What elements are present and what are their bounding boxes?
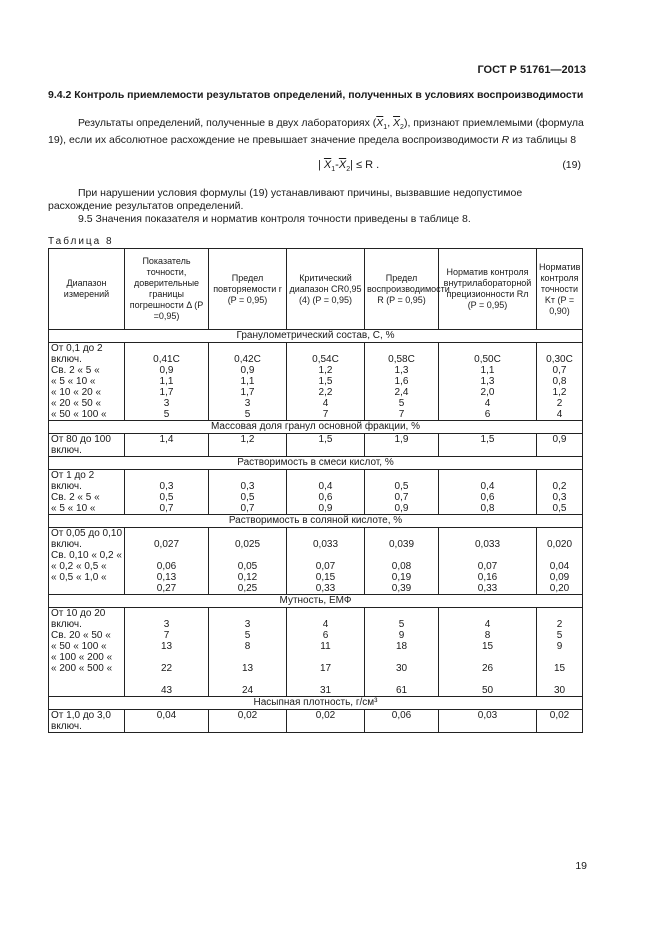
value-cell: 1,9	[365, 434, 439, 457]
formula-number: (19)	[562, 159, 581, 171]
value-cell: 1,2	[209, 434, 287, 457]
value-cell: 0,4 0,6 0,8	[439, 470, 537, 515]
value-cell: 0,9	[537, 434, 583, 457]
value-cell: 0,033 0,07 0,15 0,33	[287, 528, 365, 595]
section-row	[49, 330, 583, 343]
range-cell: От 1 до 2 включ. Св. 2 « 5 « « 5 « 10 «	[49, 470, 125, 515]
page-number: 19	[575, 860, 587, 872]
header-accuracy: Показатель точности, доверительные границы погрешности Δ (P =0,95)	[125, 249, 209, 330]
header-reproducibility: Предел воспроизводимости R (P = 0,95)	[365, 249, 439, 330]
range-cell: От 80 до 100 включ.	[49, 434, 125, 457]
value-cell: 0,02	[209, 710, 287, 733]
paragraph-table-reference: 9.5 Значения показателя и норматив контроля точности приведены в таблице 8.	[78, 213, 471, 225]
paragraph-violation: При нарушении условия формулы (19) устанавливают причины, вызвавшие недопустимое расхождение результатов определений.	[48, 187, 523, 212]
header-critical-range: Критический диапазон CR0,95 (4) (P = 0,95)	[287, 249, 365, 330]
value-cell: 0,020 0,04 0,09 0,20	[537, 528, 583, 595]
table-row	[49, 434, 583, 457]
value-cell: 0,04	[125, 710, 209, 733]
value-cell: 0,4 0,6 0,9	[287, 470, 365, 515]
range-cell: От 0,05 до 0,10 включ. Св. 0,10 « 0,2 « « 0,2 « 0,5 « « 0,5 « 1,0 «	[49, 528, 125, 595]
range-cell: От 10 до 20 включ. Св. 20 « 50 « « 50 « 100 « « 100 « 200 « « 200 « 500 «	[49, 608, 125, 697]
precision-table	[48, 248, 583, 733]
value-cell: 5 9 18 30 61	[365, 608, 439, 697]
section-row	[49, 515, 583, 528]
value-cell: 0,58С 1,3 1,6 2,4 5 7	[365, 343, 439, 421]
value-cell: 0,42С 0,9 1,1 1,7 3 5	[209, 343, 287, 421]
header-range: Диапазон измерений	[49, 249, 125, 330]
value-cell: 0,027 0,06 0,13 0,27	[125, 528, 209, 595]
value-cell: 0,033 0,07 0,16 0,33	[439, 528, 537, 595]
header-accuracy-control: Норматив контроля точности Kт (P = 0,90)	[537, 249, 583, 330]
table-row	[49, 608, 583, 697]
value-cell: 4 8 15 26 50	[439, 608, 537, 697]
value-cell: 0,039 0,08 0,19 0,39	[365, 528, 439, 595]
value-cell: 3 7 13 22 43	[125, 608, 209, 697]
table-caption: Таблица 8	[48, 236, 114, 247]
section-title: Мутность, ЕМФ	[49, 595, 583, 608]
section-title: Массовая доля гранул основной фракции, %	[49, 421, 583, 434]
value-cell: 0,02	[287, 710, 365, 733]
value-cell: 0,54С 1,2 1,5 2,2 4 7	[287, 343, 365, 421]
value-cell: 0,5 0,7 0,9	[365, 470, 439, 515]
value-cell: 3 5 8 13 24	[209, 608, 287, 697]
section-heading: 9.4.2 Контроль приемлемости результатов определений, полученных в условиях воспроизводимости	[48, 89, 584, 101]
section-row	[49, 595, 583, 608]
value-cell: 0,41С 0,9 1,1 1,7 3 5	[125, 343, 209, 421]
section-title: Растворимость в смеси кислот, %	[49, 457, 583, 470]
value-cell: 0,30С 0,7 0,8 1,2 2 4	[537, 343, 583, 421]
section-row	[49, 421, 583, 434]
range-cell: От 1,0 до 3,0 включ.	[49, 710, 125, 733]
header-intralab-precision: Норматив контроля внутрилабораторной прецизионности Rл (P = 0,95)	[439, 249, 537, 330]
value-cell: 0,50С 1,1 1,3 2,0 4 6	[439, 343, 537, 421]
section-row	[49, 697, 583, 710]
value-cell: 2 5 9 15 30	[537, 608, 583, 697]
value-cell: 0,06	[365, 710, 439, 733]
value-cell: 1,5	[287, 434, 365, 457]
standard-code: ГОСТ Р 51761—2013	[477, 64, 586, 76]
range-cell: От 0,1 до 2 включ. Св. 2 « 5 « « 5 « 10 « « 10 « 20 « « 20 « 50 « « 50 « 100 «	[49, 343, 125, 421]
value-cell: 0,3 0,5 0,7	[209, 470, 287, 515]
section-row	[49, 457, 583, 470]
value-cell: 1,5	[439, 434, 537, 457]
value-cell: 0,03	[439, 710, 537, 733]
formula-19: | $\overline{X}_1-\overline{X}_2| \le R$ .	[318, 159, 380, 174]
table-row	[49, 343, 583, 421]
section-title: Гранулометрический состав, С, %	[49, 330, 583, 343]
table-row	[49, 528, 583, 595]
table-row	[49, 470, 583, 515]
value-cell: 0,02	[537, 710, 583, 733]
table-header-row	[49, 249, 583, 330]
value-cell: 0,2 0,3 0,5	[537, 470, 583, 515]
section-title: Растворимость в соляной кислоте, %	[49, 515, 583, 528]
value-cell: 1,4	[125, 434, 209, 457]
value-cell: 4 6 11 17 31	[287, 608, 365, 697]
header-repeatability: Предел повторяемости r (P = 0,95)	[209, 249, 287, 330]
paragraph-acceptance: Результаты определений, полученные в двух лабораториях ($\overline{X}_1$, $\overline{X}_2$), признают приемлемыми (формула 19), если их абсолютное расхождение не превышает значение предела воспроизводимости R из таблицы 8	[48, 117, 584, 147]
table-row	[49, 710, 583, 733]
value-cell: 0,3 0,5 0,7	[125, 470, 209, 515]
section-title: Насыпная плотность, г/см³	[49, 697, 583, 710]
value-cell: 0,025 0,05 0,12 0,25	[209, 528, 287, 595]
